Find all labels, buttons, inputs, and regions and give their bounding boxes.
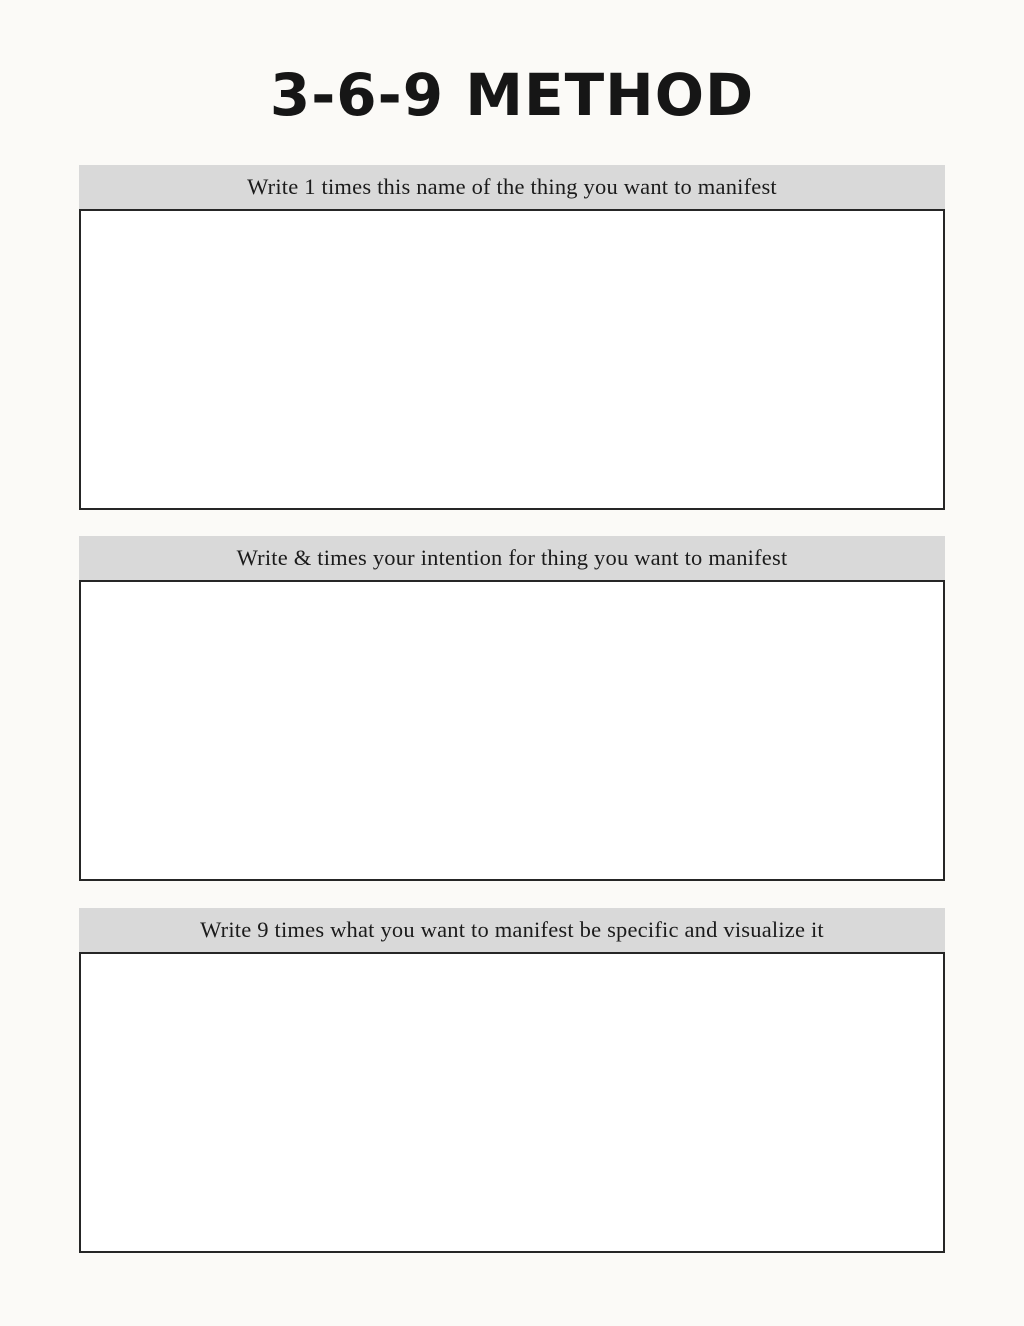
section-write-1-header-label: Write 1 times this name of the thing you want to manifest [247,174,777,199]
section-write-6-intention [79,536,945,881]
section-write-6-header [79,536,945,580]
write-1-box[interactable] [79,209,945,510]
section-write-9-header [79,908,945,952]
section-write-9-specific [79,908,945,1253]
page-title: 3-6-9 METHOD [269,61,755,129]
write-9-box[interactable] [79,952,945,1253]
section-write-9-header-label: Write 9 times what you want to manifest be specific and visualize it [200,917,824,942]
section-write-6-header-label: Write & times your intention for thing you want to manifest [236,545,788,570]
write-6-box[interactable] [79,580,945,881]
section-write-1-header [79,165,945,209]
section-write-1-name [79,165,945,510]
